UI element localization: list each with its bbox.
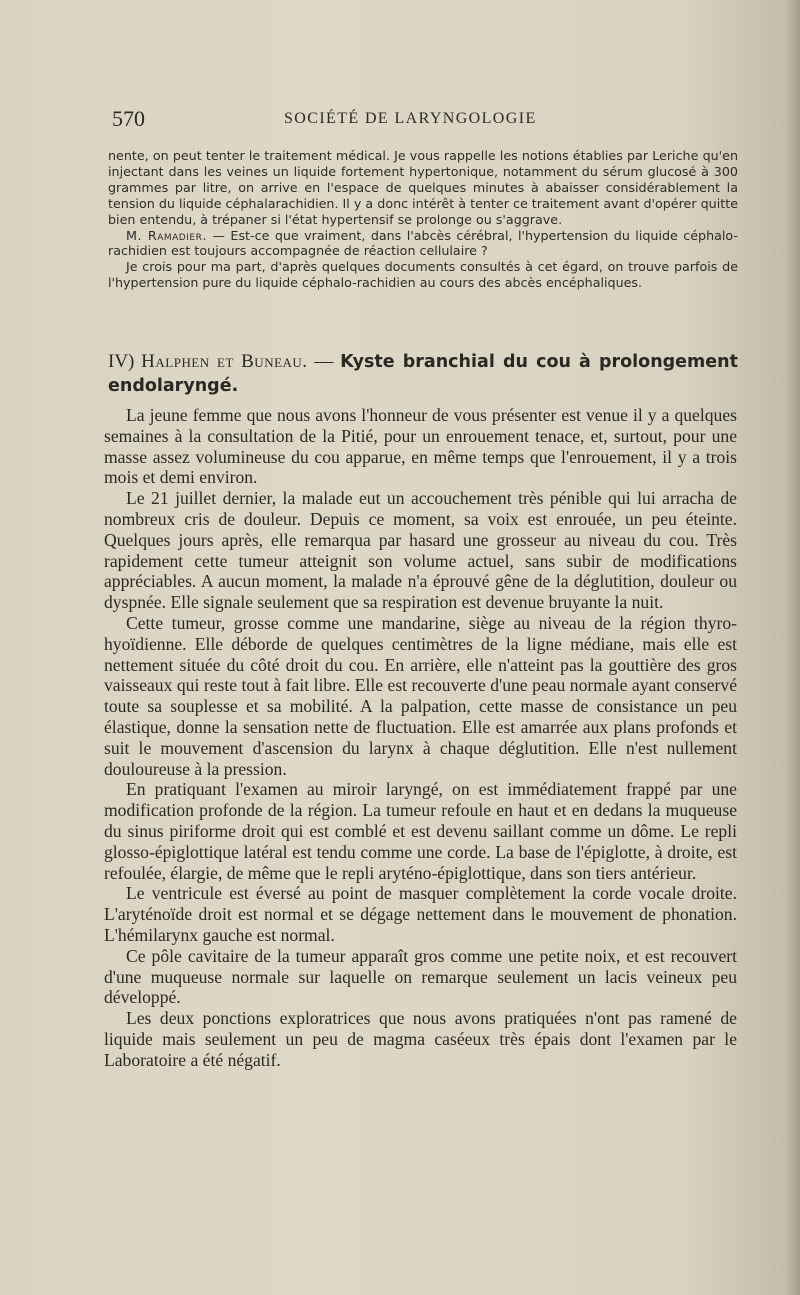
page-header	[112, 106, 737, 136]
section-number: IV)	[108, 351, 142, 372]
discussion-paragraph	[108, 228, 738, 260]
section-authors: Halphen et Buneau.	[141, 351, 308, 372]
body-paragraph: Le ventricule est éversé au point de masquer complètement la corde vocale droite. L'aryténoïde droit est normal et se dégage nettement dans le mouvement de phonation. L'hémilarynx gauche est normal.	[104, 883, 737, 945]
body-paragraph: Cette tumeur, grosse comme une mandarine, siège au niveau de la région thyro-hyoïdienne. Elle déborde de quelques centimètres de la ligne médiane, mais elle est nettement située du côté droit du cou. En arrière, elle n'atteint pas la gouttière des gros vaisseaux qui reste tout à fait libre. Elle est recouverte d'une peau normale ayant conservé toute sa souplesse et sa mobilité. A la palpation, cette masse de consistance un peu élastique, donne la sensation nette de fluctuation. Elle est amarrée aux plans profonds et suit le mouvement d'ascension du larynx à chaque déglutition. Elle n'est nullement douloureuse à la pression.	[104, 612, 737, 779]
body-paragraph: En pratiquant l'examen au miroir laryngé, on est immédiatement frappé par une modification profonde de la région. La tumeur refoule en haut et en dedans la muqueuse du sinus piriforme droit qui est comblé et est devenu saillant comme un dôme. Le repli glosso-épiglottique latéral est tendu comme une corde. La base de l'épiglotte, à droite, est refoulée, élargie, de même que le repli aryténo-épiglottique, dans son tiers antérieur.	[104, 779, 737, 883]
section-title: Kyste branchial du cou à prolongement endolaryngé.	[108, 352, 738, 396]
section-heading	[108, 350, 738, 398]
page-edge-shadow	[786, 0, 800, 1295]
page-number: 570	[112, 106, 145, 131]
discussion-paragraph: nente, on peut tenter le traitement médical. Je vous rappelle les notions établies par Leriche qu'en injectant dans les veines un liquide fortement hypertonique, notamment du sérum glucosé à 300 grammes par litre, on arrive en l'espace de quelques minutes à abaisser considérablement la tension du liquide céphalarachidien. Il y a donc intérêt à tenter ce traitement avant d'opérer quitte bien entendu, à trépaner si l'état hypertensif se prolonge ou s'aggrave.	[108, 148, 738, 227]
body-paragraph: Ce pôle cavitaire de la tumeur apparaît gros comme une petite noix, et est recouvert d'une muqueuse normale sur laquelle on remarque seulement un lacis veineux peu développé.	[104, 945, 737, 1008]
section-dash: —	[307, 351, 341, 372]
body-text	[104, 405, 737, 1071]
body-paragraph: Le 21 juillet dernier, la malade eut un accouchement très pénible qui lui arracha de nombreux cris de douleur. Depuis ce moment, sa voix est enrouée, un peu éteinte. Quelques jours après, elle remarqua par hasard une grosseur au niveau du cou. Très rapidement cette tumeur atteignit son volume actuel, sans subir de modifications appréciables. A aucun moment, la malade n'a éprouvé gêne de la déglutition, douleur ou dyspnée. Elle signale seulement que sa respiration est devenue bruyante la nuit.	[104, 488, 737, 613]
speaker-remark: — Est-ce que vraiment, dans l'abcès cérébral, l'hypertension du liquide céphalo-rachidien est toujours accompagnée de réaction cellulaire ?	[108, 227, 739, 259]
body-paragraph: Les deux ponctions exploratrices que nous avons pratiquées n'ont pas ramené de liquide mais seulement un peu de magma caséeux très épais dont l'examen par le Laboratoire a été négatif.	[104, 1008, 737, 1070]
body-paragraph: La jeune femme que nous avons l'honneur de vous présenter est venue il y a quelques semaines à la consultation de la Pitié, pour un enrouement tenace, et, surtout, pour une masse assez volumineuse du cou apparue, en même temps que l'enrouement, il y a trois mois et demi environ.	[104, 405, 737, 488]
discussion-paragraph: Je crois pour ma part, d'après quelques documents consultés à cet égard, on trouve parfois de l'hypertension pure du liquide céphalo-rachidien au cours des abcès encéphaliques.	[108, 259, 738, 291]
speaker-name: M. Ramadier.	[126, 227, 207, 243]
running-title: SOCIÉTÉ DE LARYNGOLOGIE	[284, 110, 537, 127]
discussion-block	[108, 148, 738, 291]
